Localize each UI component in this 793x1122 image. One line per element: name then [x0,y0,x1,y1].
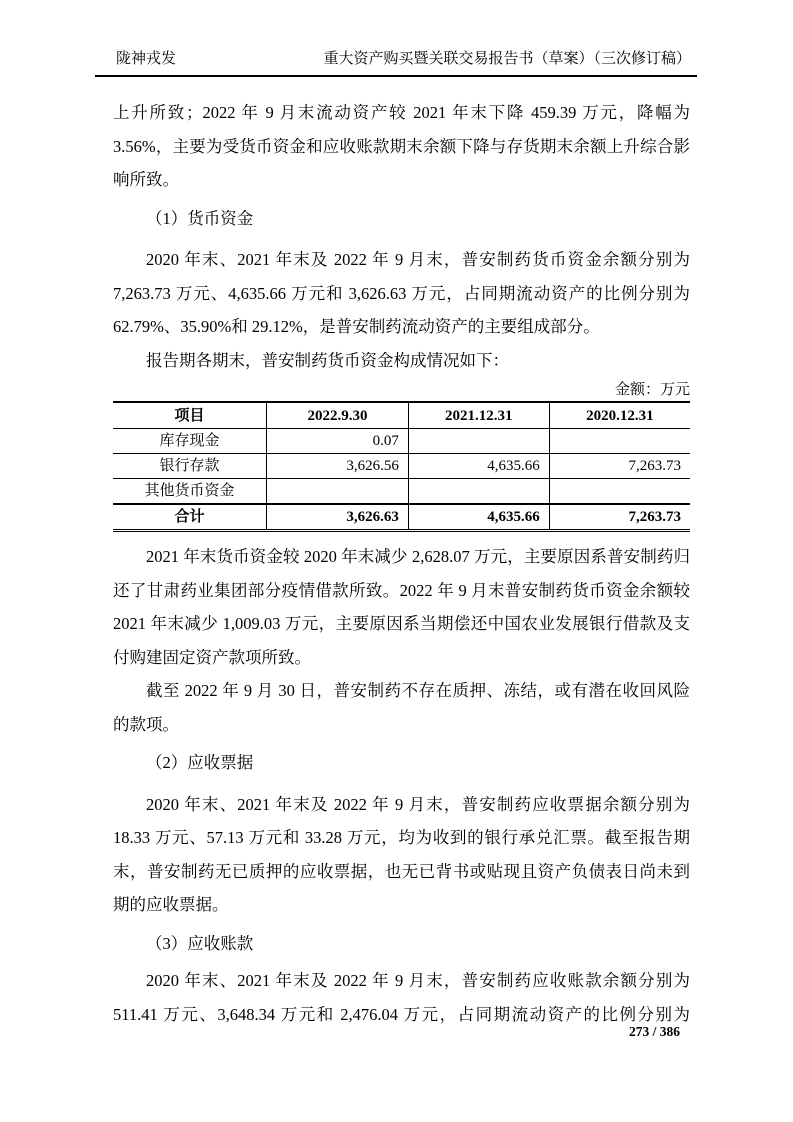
header-company-name: 陇神戎发 [116,51,177,67]
paragraph-notes-receivable-balance: 2020 年末、2021 年末及 2022 年 9 月末，普安制药应收票据余额分别为 18.33 万元、57.13 万元和 33.28 万元，均为收到的银行承兑汇票。截至报告期末，普安制药无已质押的应收票据，也无已背书或贴现且资产负债表日尚未到期的应收票据。 [113,794,690,914]
paragraph-accounts-receivable-balance: 2020 年末、2021 年末及 2022 年 9 月末，普安制药应收账款余额分别为 511.41 万元、3,648.34 万元和 2,476.04 万元，占同期流动资产的比例分别为 [113,971,690,1024]
heading-accounts-receivable: （3）应收账款 [146,933,254,953]
table-row-total [113,504,690,531]
cell-value: 0.07 [266,429,408,454]
table-row-cash-on-hand [113,429,690,454]
table-row-bank-deposits [113,454,690,479]
paragraph-table-intro: 报告期各期末，普安制药货币资金构成情况如下： [146,350,509,370]
col-header-2021: 2021.12.31 [408,402,549,429]
cell-value: 3,626.56 [266,454,408,479]
row-label-total: 合计 [113,504,266,531]
cell-value [408,429,549,454]
cell-total-value: 7,263.73 [549,504,690,531]
col-header-item: 项目 [113,402,266,429]
cell-value [549,479,690,505]
paragraph-liquid-assets-change: 上升所致；2022 年 9 月末流动资产较 2021 年末下降 459.39 万元，降幅为 3.56%，主要为受货币资金和应收账款期末余额下降与存货期末余额上升综合影响所致。 [113,103,690,189]
monetary-funds-table [113,401,690,532]
cell-value [408,479,549,505]
cell-total-value: 4,635.66 [408,504,549,531]
running-header [95,50,697,77]
paragraph-no-pledge-freeze: 截至 2022 年 9 月 30 日，普安制药不存在质押、冻结，或有潜在收回风险的款项。 [113,681,690,734]
heading-notes-receivable: （2）应收票据 [146,753,254,772]
table-row-other-monetary-funds [113,479,690,505]
table-unit-note: 金额：万元 [614,382,690,398]
cell-value: 4,635.66 [408,454,549,479]
col-header-2022: 2022.9.30 [266,402,408,429]
table-header-row [113,402,690,429]
heading-monetary-funds: （1）货币资金 [146,208,254,228]
paragraph-monetary-funds-balance: 2020 年末、2021 年末及 2022 年 9 月末，普安制药货币资金余额分别为 7,263.73 万元、4,635.66 万元和 3,626.63 万元，占同期流动资产的比例分别为 62.79%、35.90%和 29.12%，是普安制药流动资产的主要组成部分。 [113,250,690,336]
page-number: 273 / 386 [628,1024,680,1039]
paragraph-funds-decrease-reasons: 2021 年末货币资金较 2020 年末减少 2,628.07 万元，主要原因系普安制药归还了甘肃药业集团部分疫情借款所致。2022 年 9 月末普安制药货币资金余额较 2021 年末减少 1,009.03 万元，主要原因系当期偿还中国农业发展银行借款及支付购建固定资产款项所致。 [113,547,691,667]
document-body [113,96,690,1031]
cell-value [266,479,408,505]
row-label: 银行存款 [113,454,266,479]
cell-value: 7,263.73 [549,454,690,479]
row-label: 库存现金 [113,429,266,454]
row-label: 其他货币资金 [113,479,266,505]
col-header-2020: 2020.12.31 [549,402,690,429]
cell-value [549,429,690,454]
cell-total-value: 3,626.63 [266,504,408,531]
header-document-title: 重大资产购买暨关联交易报告书（草案）（三次修订稿） [323,51,691,67]
